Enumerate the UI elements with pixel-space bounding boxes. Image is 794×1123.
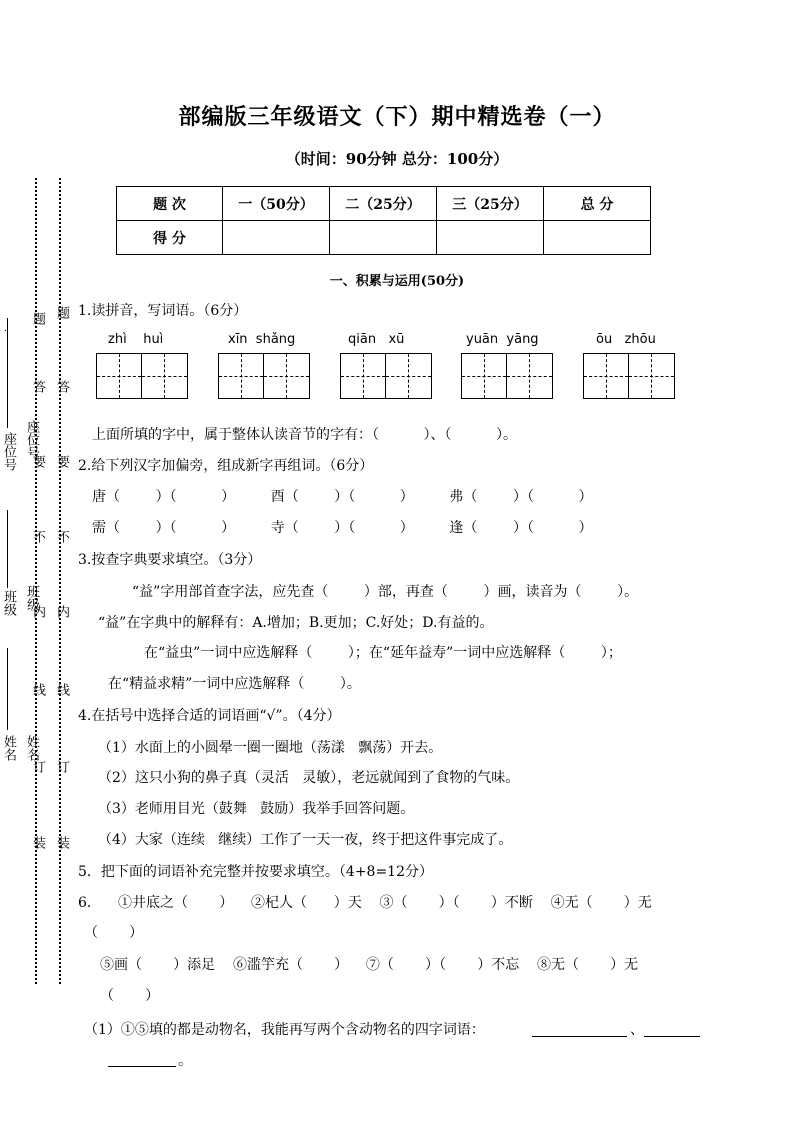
question-1-answer-line: 上面所填的字中，属于整体认读音节的字有：（ ）、（ ）。 xyxy=(92,427,518,443)
tianzige-cell[interactable] xyxy=(264,354,309,398)
score-cell[interactable] xyxy=(330,221,437,255)
binding-char: 答 xyxy=(30,380,45,393)
score-cell[interactable] xyxy=(437,221,544,255)
pinyin-label: yuān yāng xyxy=(466,332,539,347)
binding-char: 线 xyxy=(30,683,45,696)
question-5-line: 6. ①井底之（ ） ②杞人（ ）天 ③（ ）（ ）不断 ④无（ ）无 xyxy=(78,895,652,911)
question-4-item: （4）大家（连续 继续）工作了一天一夜，终于把这件事完成了。 xyxy=(98,832,513,848)
tianzige-box[interactable] xyxy=(340,353,432,399)
binding-char: 订 xyxy=(54,760,69,773)
question-2-prompt: 2.给下列汉字加偏旁，组成新字再组词。（6分） xyxy=(78,458,374,474)
question-3-line: 在“精益求精”一词中应选解释（ ）。 xyxy=(108,676,361,692)
question-5-line: （ ） xyxy=(84,925,144,941)
name-label-outer: 姓名 xyxy=(1,735,16,761)
question-5-subquestion: （1）①⑤填的都是动物名，我能再写两个含动物名的四字词语： xyxy=(84,1022,485,1038)
binding-char: 题 xyxy=(54,306,69,319)
question-4-item: （3）老师用目光（鼓舞 鼓励）我举手回答问题。 xyxy=(98,801,415,817)
question-5-prompt: 5．把下面的词语补充完整并按要求填空。（4+8=12分） xyxy=(78,864,433,880)
question-1-prompt: 1.读拼音，写词语。（6分） xyxy=(78,303,248,319)
binding-char: 答 xyxy=(54,380,69,393)
question-3-line: “益”字用部首查字法，应先查（ ）部，再查（ ）画，读音为（ ）。 xyxy=(132,584,639,600)
binding-char: 内 xyxy=(30,605,45,618)
seat-number-blank xyxy=(7,318,8,428)
binding-char: 装 xyxy=(30,836,45,849)
answer-blank[interactable] xyxy=(532,1036,627,1037)
answer-blank[interactable] xyxy=(108,1066,176,1067)
question-3-prompt: 3.按查字典要求填空。（3分） xyxy=(78,552,262,568)
score-table-header-row xyxy=(117,187,651,221)
sentence-end: 。 xyxy=(178,1053,192,1069)
question-4-item: （2）这只小狗的鼻子真（灵活 灵敏），老远就闻到了食物的气味。 xyxy=(98,770,520,786)
class-label-inner: 班级 xyxy=(24,585,39,611)
tianzige-box[interactable] xyxy=(461,353,553,399)
binding-blank xyxy=(5,330,6,331)
seat-number-label-outer: 座位号 xyxy=(1,432,16,471)
section-heading: 一、积累与运用(50分) xyxy=(329,274,465,289)
row-label-cell: 得 分 xyxy=(117,221,223,255)
tianzige-cell[interactable] xyxy=(142,354,187,398)
header-cell: 总 分 xyxy=(544,187,651,221)
pinyin-label: zhì huì xyxy=(108,332,164,347)
binding-char: 要 xyxy=(30,455,45,468)
binding-char: 内 xyxy=(54,605,69,618)
class-label-outer: 班级 xyxy=(1,590,16,616)
tianzige-cell[interactable] xyxy=(341,354,386,398)
tianzige-cell[interactable] xyxy=(219,354,264,398)
binding-char: 订 xyxy=(30,760,45,773)
binding-char: 要 xyxy=(54,455,69,468)
question-4-prompt: 4.在括号中选择合适的词语画“√”。（4分） xyxy=(78,708,341,724)
question-2-row: 需（ ）（ ） 寺（ ）（ ） 逢（ ）（ ） xyxy=(92,520,593,536)
answer-blank[interactable] xyxy=(644,1036,700,1037)
question-3-line: 在“益虫”一词中应选解释（ ）；在“延年益寿”一词中应选解释（ ）； xyxy=(144,645,622,661)
tianzige-cell[interactable] xyxy=(507,354,552,398)
exam-title: 部编版三年级语文（下）期中精选卷（一） xyxy=(178,104,616,130)
binding-char: 装 xyxy=(54,836,69,849)
header-cell: 二（25分） xyxy=(330,187,437,221)
tianzige-cell[interactable] xyxy=(97,354,142,398)
score-cell[interactable] xyxy=(223,221,330,255)
tianzige-cell[interactable] xyxy=(629,354,674,398)
class-blank xyxy=(7,510,8,588)
exam-subtitle: （时间：90分钟 总分：100分） xyxy=(285,150,509,168)
question-3-line: “益”在字典中的解释有：A.增加；B.更加；C.好处；D.有益的。 xyxy=(98,615,494,631)
tianzige-box[interactable] xyxy=(96,353,188,399)
name-blank xyxy=(7,648,8,730)
binding-dotted-line-inner xyxy=(59,178,61,984)
seat-number-label-inner: 座位号 xyxy=(24,420,39,459)
binding-char: 线 xyxy=(54,683,69,696)
pinyin-label: ōu zhōu xyxy=(596,332,656,347)
separator-text: 、 xyxy=(630,1022,644,1038)
binding-char: 不 xyxy=(54,530,69,543)
score-cell[interactable] xyxy=(544,221,651,255)
name-label-inner: 姓名 xyxy=(24,735,39,761)
tianzige-box[interactable] xyxy=(218,353,310,399)
header-cell: 题 次 xyxy=(117,187,223,221)
tianzige-box[interactable] xyxy=(583,353,675,399)
tianzige-cell[interactable] xyxy=(462,354,507,398)
binding-char: 不 xyxy=(30,530,45,543)
binding-char: 题 xyxy=(30,312,45,325)
tianzige-cell[interactable] xyxy=(386,354,431,398)
score-table xyxy=(116,186,651,255)
binding-dotted-line-outer xyxy=(35,178,37,984)
question-5-line: ⑤画（ ）添足 ⑥滥竽充（ ） ⑦（ ）（ ）不忘 ⑧无（ ）无 xyxy=(100,957,639,973)
question-4-item: （1）水面上的小圆晕一圈一圈地（荡漾 飘荡）开去。 xyxy=(98,740,443,756)
question-2-row: 唐（ ）（ ） 酉（ ）（ ） 弗（ ）（ ） xyxy=(92,489,593,505)
question-5-line: （ ） xyxy=(100,988,160,1004)
tianzige-cell[interactable] xyxy=(584,354,629,398)
header-cell: 三（25分） xyxy=(437,187,544,221)
score-table-score-row xyxy=(117,221,651,255)
pinyin-label: qiān xū xyxy=(348,332,405,347)
pinyin-label: xīn shǎng xyxy=(228,332,296,347)
header-cell: 一（50分） xyxy=(223,187,330,221)
